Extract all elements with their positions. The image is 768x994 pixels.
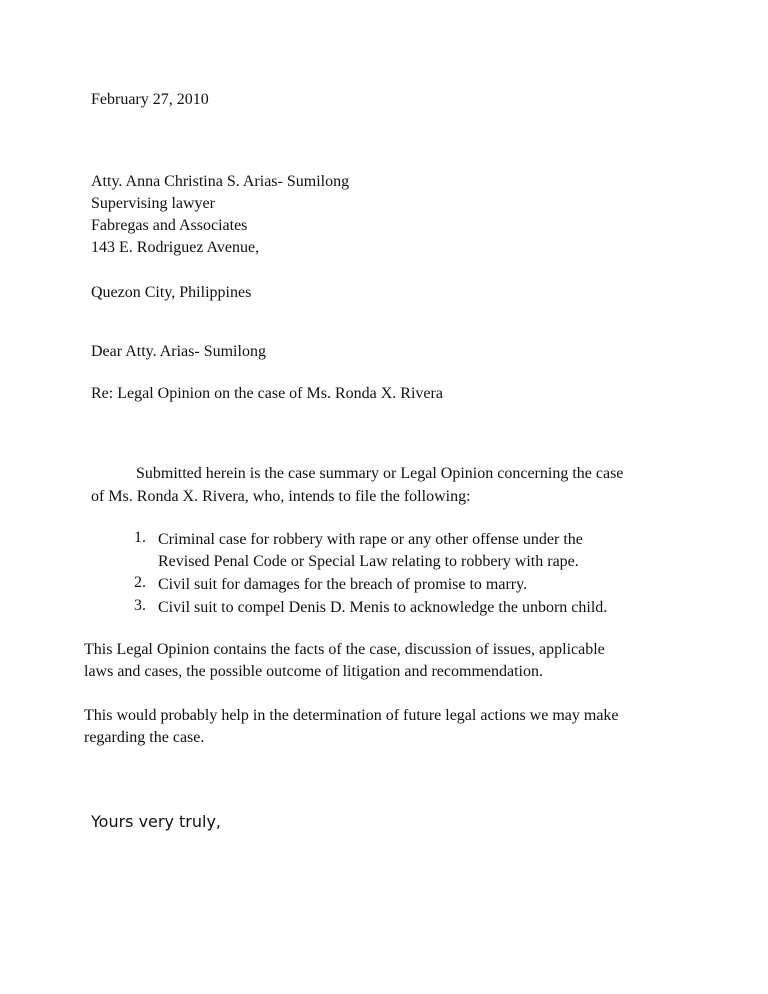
paragraph-line: This Legal Opinion contains the facts of the case, discussion of issues, applicable [84, 641, 605, 658]
list-item-line: Revised Penal Code or Special Law relating to robbery with rape. [158, 553, 579, 570]
list-item-line: Civil suit for damages for the breach of promise to marry. [158, 576, 528, 593]
recipient-firm: Fabregas and Associates [91, 217, 248, 234]
closing: Yours very truly, [91, 812, 222, 831]
list-item-text [158, 529, 583, 573]
paragraph-purpose [84, 705, 619, 749]
list-item-number: 2. [134, 574, 146, 591]
intro-line-2: of Ms. Ronda X. Rivera, who, intends to file the following: [91, 488, 471, 505]
recipient-name: Atty. Anna Christina S. Arias- Sumilong [91, 173, 350, 190]
paragraph-line: This would probably help in the determination of future legal actions we may make [84, 707, 619, 724]
intro-line-1: Submitted herein is the case summary or Legal Opinion concerning the case [136, 465, 624, 482]
subject-line: Re: Legal Opinion on the case of Ms. Ronda X. Rivera [91, 385, 443, 402]
recipient-city: Quezon City, Philippines [91, 284, 252, 301]
list-item-text [158, 574, 527, 596]
list-item-number: 3. [134, 597, 146, 614]
recipient-street: 143 E. Rodriguez Avenue, [91, 239, 260, 256]
list-item-line: Criminal case for robbery with rape or any other offense under the [158, 531, 583, 548]
salutation: Dear Atty. Arias- Sumilong [91, 343, 266, 360]
recipient-block [91, 171, 349, 259]
letter-date: February 27, 2010 [91, 91, 209, 108]
paragraph-line: laws and cases, the possible outcome of litigation and recommendation. [84, 663, 543, 680]
list-item-text [158, 597, 607, 619]
list-item-number: 1. [134, 529, 146, 546]
paragraph-line: regarding the case. [84, 729, 205, 746]
recipient-title: Supervising lawyer [91, 195, 215, 212]
list-item-line: Civil suit to compel Denis D. Menis to acknowledge the unborn child. [158, 599, 608, 616]
paragraph-scope [84, 639, 605, 683]
